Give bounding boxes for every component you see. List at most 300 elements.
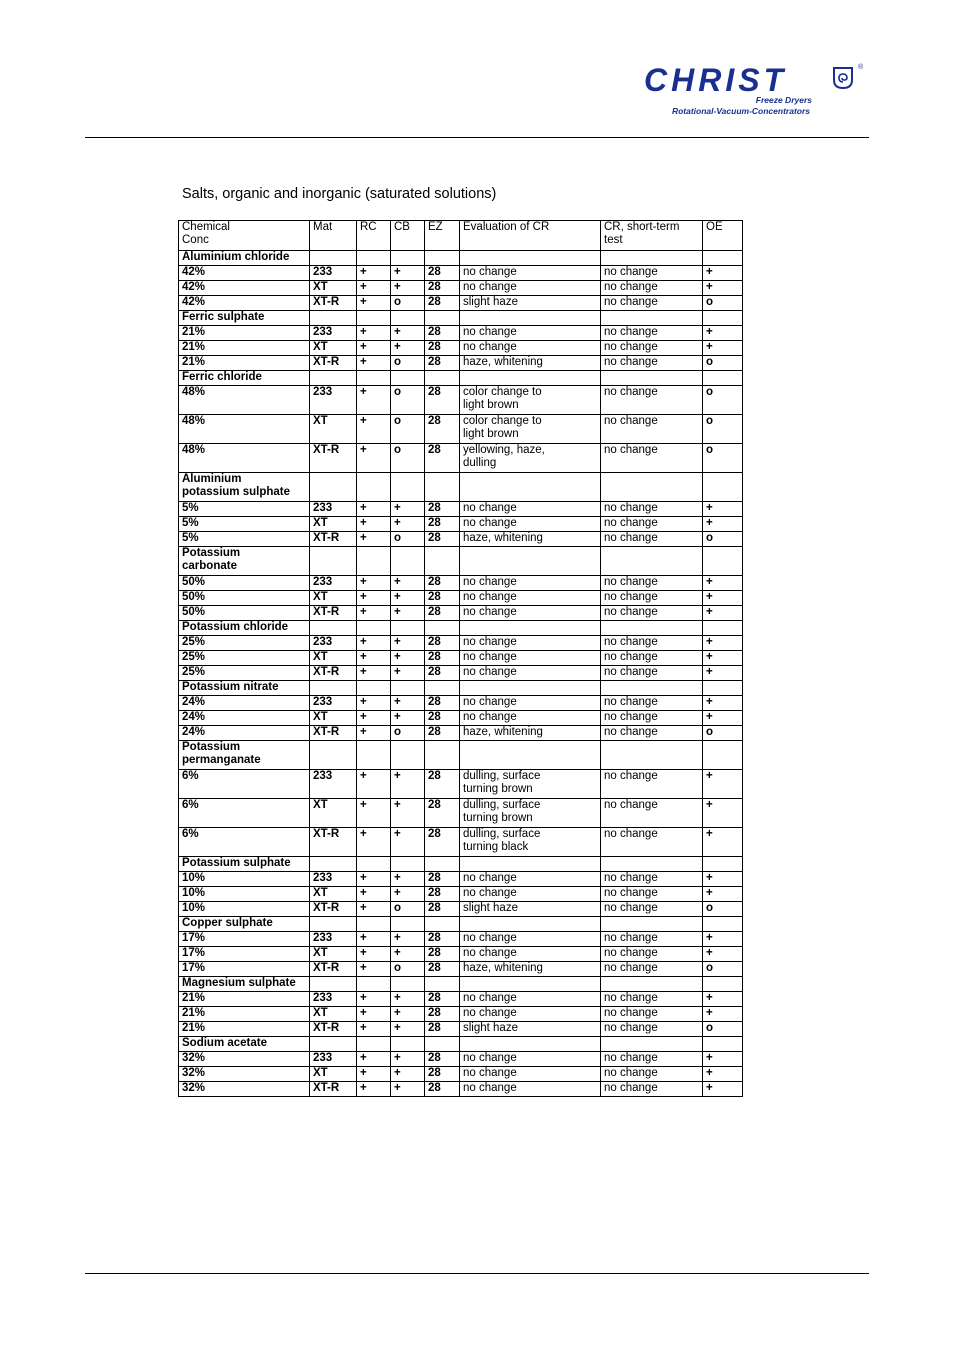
rc-cell: + [357, 281, 391, 296]
empty-cell [460, 857, 601, 872]
ez-cell: 28 [425, 887, 460, 902]
ez-cell: 28 [425, 932, 460, 947]
column-header: Chemical Conc [179, 221, 310, 251]
rc-cell: + [357, 636, 391, 651]
table-row [179, 711, 743, 726]
evaluation-cell: no change [460, 502, 601, 517]
table-row [179, 341, 743, 356]
oe-cell: + [703, 799, 743, 828]
empty-cell [357, 473, 391, 502]
empty-cell [425, 681, 460, 696]
empty-cell [391, 1037, 425, 1052]
evaluation-cell: dulling, surface turning brown [460, 770, 601, 799]
rc-cell: + [357, 517, 391, 532]
material-cell: 233 [310, 932, 357, 947]
table-header-row [179, 221, 743, 251]
table-row [179, 386, 743, 415]
chemical-name: Potassium chloride [179, 621, 310, 636]
material-cell: XT-R [310, 356, 357, 371]
material-cell: 233 [310, 992, 357, 1007]
rc-cell: + [357, 726, 391, 741]
short-term-cell: no change [601, 341, 703, 356]
short-term-cell: no change [601, 266, 703, 281]
oe-cell: + [703, 696, 743, 711]
empty-cell [425, 621, 460, 636]
empty-cell [310, 251, 357, 266]
ez-cell: 28 [425, 341, 460, 356]
concentration-cell: 5% [179, 532, 310, 547]
ez-cell: 28 [425, 770, 460, 799]
group-row [179, 741, 743, 770]
oe-cell: + [703, 517, 743, 532]
short-term-cell: no change [601, 386, 703, 415]
oe-cell: + [703, 1082, 743, 1097]
empty-cell [703, 857, 743, 872]
ez-cell: 28 [425, 591, 460, 606]
cb-cell: + [391, 666, 425, 681]
ez-cell: 28 [425, 415, 460, 444]
short-term-cell: no change [601, 932, 703, 947]
chemical-name: Potassium carbonate [179, 547, 310, 576]
rc-cell: + [357, 356, 391, 371]
table-row [179, 932, 743, 947]
empty-cell [460, 547, 601, 576]
short-term-cell: no change [601, 517, 703, 532]
oe-cell: o [703, 1022, 743, 1037]
empty-cell [601, 311, 703, 326]
table-row [179, 770, 743, 799]
short-term-cell: no change [601, 1067, 703, 1082]
cb-cell: o [391, 386, 425, 415]
cb-cell: o [391, 356, 425, 371]
oe-cell: + [703, 1067, 743, 1082]
rc-cell: + [357, 532, 391, 547]
empty-cell [310, 1037, 357, 1052]
cb-cell: o [391, 962, 425, 977]
rc-cell: + [357, 992, 391, 1007]
table-row [179, 828, 743, 857]
evaluation-cell: haze, whitening [460, 962, 601, 977]
evaluation-cell: no change [460, 696, 601, 711]
column-header: CB [391, 221, 425, 251]
empty-cell [703, 251, 743, 266]
concentration-cell: 5% [179, 502, 310, 517]
evaluation-cell: no change [460, 887, 601, 902]
concentration-cell: 50% [179, 591, 310, 606]
rc-cell: + [357, 266, 391, 281]
oe-cell: + [703, 992, 743, 1007]
evaluation-cell: haze, whitening [460, 726, 601, 741]
short-term-cell: no change [601, 591, 703, 606]
short-term-cell: no change [601, 1052, 703, 1067]
short-term-cell: no change [601, 576, 703, 591]
empty-cell [357, 371, 391, 386]
cb-cell: + [391, 828, 425, 857]
empty-cell [460, 1037, 601, 1052]
empty-cell [460, 473, 601, 502]
ez-cell: 28 [425, 666, 460, 681]
oe-cell: + [703, 887, 743, 902]
ez-cell: 28 [425, 726, 460, 741]
cb-cell: + [391, 696, 425, 711]
ez-cell: 28 [425, 444, 460, 473]
table-row [179, 266, 743, 281]
rc-cell: + [357, 386, 391, 415]
short-term-cell: no change [601, 326, 703, 341]
empty-cell [310, 977, 357, 992]
evaluation-cell: no change [460, 606, 601, 621]
evaluation-cell: color change to light brown [460, 415, 601, 444]
empty-cell [601, 621, 703, 636]
concentration-cell: 21% [179, 356, 310, 371]
concentration-cell: 17% [179, 947, 310, 962]
table-row [179, 415, 743, 444]
empty-cell [703, 621, 743, 636]
evaluation-cell: no change [460, 992, 601, 1007]
evaluation-cell: no change [460, 711, 601, 726]
group-row [179, 311, 743, 326]
empty-cell [703, 977, 743, 992]
rc-cell: + [357, 326, 391, 341]
logo-tagline-freeze-dryers: Freeze Dryers [755, 95, 812, 105]
concentration-cell: 24% [179, 726, 310, 741]
concentration-cell: 21% [179, 992, 310, 1007]
chemical-name: Sodium acetate [179, 1037, 310, 1052]
empty-cell [460, 311, 601, 326]
short-term-cell: no change [601, 887, 703, 902]
evaluation-cell: no change [460, 1067, 601, 1082]
empty-cell [601, 1037, 703, 1052]
empty-cell [357, 681, 391, 696]
ez-cell: 28 [425, 799, 460, 828]
oe-cell: + [703, 711, 743, 726]
rc-cell: + [357, 696, 391, 711]
material-cell: 233 [310, 326, 357, 341]
logo-tagline-concentrators: Rotational-Vacuum-Concentrators [671, 106, 810, 116]
short-term-cell: no change [601, 696, 703, 711]
group-row [179, 857, 743, 872]
empty-cell [460, 681, 601, 696]
empty-cell [425, 917, 460, 932]
table-row [179, 992, 743, 1007]
ez-cell: 28 [425, 962, 460, 977]
table-row [179, 356, 743, 371]
empty-cell [601, 547, 703, 576]
concentration-cell: 24% [179, 696, 310, 711]
group-row [179, 251, 743, 266]
short-term-cell: no change [601, 636, 703, 651]
table-row [179, 1022, 743, 1037]
cb-cell: + [391, 606, 425, 621]
empty-cell [357, 547, 391, 576]
ez-cell: 28 [425, 266, 460, 281]
rc-cell: + [357, 887, 391, 902]
oe-cell: + [703, 576, 743, 591]
chemical-name: Copper sulphate [179, 917, 310, 932]
material-cell: XT-R [310, 962, 357, 977]
oe-cell: + [703, 932, 743, 947]
material-cell: XT-R [310, 444, 357, 473]
evaluation-cell: no change [460, 341, 601, 356]
material-cell: XT-R [310, 828, 357, 857]
column-header: EZ [425, 221, 460, 251]
empty-cell [391, 473, 425, 502]
empty-cell [425, 1037, 460, 1052]
empty-cell [310, 371, 357, 386]
concentration-cell: 42% [179, 296, 310, 311]
oe-cell: + [703, 872, 743, 887]
material-cell: 233 [310, 696, 357, 711]
table-row [179, 666, 743, 681]
cb-cell: + [391, 1022, 425, 1037]
table-row [179, 799, 743, 828]
material-cell: XT-R [310, 1022, 357, 1037]
table-row [179, 636, 743, 651]
empty-cell [460, 371, 601, 386]
empty-cell [357, 1037, 391, 1052]
short-term-cell: no change [601, 902, 703, 917]
material-cell: 233 [310, 386, 357, 415]
material-cell: XT [310, 947, 357, 962]
spiral-logo-icon [831, 66, 855, 90]
oe-cell: + [703, 651, 743, 666]
cb-cell: + [391, 591, 425, 606]
chemical-resistance-table [178, 220, 743, 1097]
ez-cell: 28 [425, 1022, 460, 1037]
chemical-name: Magnesium sulphate [179, 977, 310, 992]
concentration-cell: 42% [179, 281, 310, 296]
ez-cell: 28 [425, 281, 460, 296]
empty-cell [310, 917, 357, 932]
group-row [179, 681, 743, 696]
oe-cell: + [703, 341, 743, 356]
table-row [179, 576, 743, 591]
material-cell: XT [310, 1007, 357, 1022]
short-term-cell: no change [601, 532, 703, 547]
table-row [179, 726, 743, 741]
material-cell: XT-R [310, 1082, 357, 1097]
empty-cell [391, 547, 425, 576]
short-term-cell: no change [601, 415, 703, 444]
cb-cell: o [391, 726, 425, 741]
ez-cell: 28 [425, 711, 460, 726]
oe-cell: + [703, 266, 743, 281]
short-term-cell: no change [601, 651, 703, 666]
oe-cell: o [703, 726, 743, 741]
rc-cell: + [357, 902, 391, 917]
empty-cell [357, 977, 391, 992]
evaluation-cell: no change [460, 1052, 601, 1067]
oe-cell: + [703, 591, 743, 606]
cb-cell: + [391, 770, 425, 799]
empty-cell [703, 741, 743, 770]
concentration-cell: 25% [179, 636, 310, 651]
empty-cell [310, 547, 357, 576]
material-cell: XT [310, 1067, 357, 1082]
evaluation-cell: no change [460, 636, 601, 651]
table-row [179, 532, 743, 547]
cb-cell: o [391, 444, 425, 473]
material-cell: 233 [310, 576, 357, 591]
cb-cell: + [391, 341, 425, 356]
empty-cell [601, 681, 703, 696]
short-term-cell: no change [601, 828, 703, 857]
material-cell: XT [310, 591, 357, 606]
group-row [179, 977, 743, 992]
cb-cell: o [391, 532, 425, 547]
material-cell: XT [310, 415, 357, 444]
empty-cell [425, 473, 460, 502]
cb-cell: + [391, 872, 425, 887]
empty-cell [460, 741, 601, 770]
material-cell: XT-R [310, 902, 357, 917]
oe-cell: + [703, 947, 743, 962]
table-row [179, 591, 743, 606]
concentration-cell: 48% [179, 444, 310, 473]
evaluation-cell: haze, whitening [460, 356, 601, 371]
empty-cell [310, 681, 357, 696]
evaluation-cell: slight haze [460, 296, 601, 311]
rc-cell: + [357, 799, 391, 828]
table-row [179, 1082, 743, 1097]
ez-cell: 28 [425, 636, 460, 651]
rc-cell: + [357, 296, 391, 311]
cb-cell: + [391, 1052, 425, 1067]
ez-cell: 28 [425, 1067, 460, 1082]
empty-cell [357, 917, 391, 932]
concentration-cell: 42% [179, 266, 310, 281]
oe-cell: o [703, 962, 743, 977]
group-row [179, 621, 743, 636]
concentration-cell: 32% [179, 1082, 310, 1097]
empty-cell [425, 371, 460, 386]
ez-cell: 28 [425, 1007, 460, 1022]
short-term-cell: no change [601, 726, 703, 741]
material-cell: XT-R [310, 726, 357, 741]
evaluation-cell: no change [460, 872, 601, 887]
table-row [179, 651, 743, 666]
evaluation-cell: dulling, surface turning brown [460, 799, 601, 828]
evaluation-cell: no change [460, 517, 601, 532]
ez-cell: 28 [425, 576, 460, 591]
evaluation-cell: no change [460, 666, 601, 681]
cb-cell: + [391, 992, 425, 1007]
group-row [179, 1037, 743, 1052]
concentration-cell: 21% [179, 326, 310, 341]
oe-cell: o [703, 296, 743, 311]
cb-cell: + [391, 636, 425, 651]
concentration-cell: 48% [179, 386, 310, 415]
cb-cell: + [391, 517, 425, 532]
empty-cell [425, 547, 460, 576]
material-cell: XT [310, 281, 357, 296]
empty-cell [391, 681, 425, 696]
group-row [179, 547, 743, 576]
empty-cell [460, 251, 601, 266]
concentration-cell: 24% [179, 711, 310, 726]
material-cell: XT-R [310, 296, 357, 311]
empty-cell [357, 741, 391, 770]
short-term-cell: no change [601, 606, 703, 621]
evaluation-cell: no change [460, 266, 601, 281]
ez-cell: 28 [425, 326, 460, 341]
concentration-cell: 10% [179, 872, 310, 887]
table-row [179, 502, 743, 517]
registered-mark: ® [858, 64, 864, 71]
oe-cell: + [703, 770, 743, 799]
material-cell: XT [310, 517, 357, 532]
rc-cell: + [357, 502, 391, 517]
concentration-cell: 10% [179, 902, 310, 917]
group-row [179, 917, 743, 932]
evaluation-cell: slight haze [460, 902, 601, 917]
evaluation-cell: no change [460, 947, 601, 962]
rc-cell: + [357, 1022, 391, 1037]
column-header: CR, short-term test [601, 221, 703, 251]
rc-cell: + [357, 962, 391, 977]
column-header: OE [703, 221, 743, 251]
evaluation-cell: dulling, surface turning black [460, 828, 601, 857]
empty-cell [703, 311, 743, 326]
rc-cell: + [357, 932, 391, 947]
concentration-cell: 21% [179, 1007, 310, 1022]
oe-cell: + [703, 606, 743, 621]
rc-cell: + [357, 711, 391, 726]
concentration-cell: 5% [179, 517, 310, 532]
column-header: RC [357, 221, 391, 251]
cb-cell: + [391, 887, 425, 902]
rc-cell: + [357, 1052, 391, 1067]
cb-cell: o [391, 902, 425, 917]
table-row [179, 696, 743, 711]
chemical-name: Potassium permanganate [179, 741, 310, 770]
rc-cell: + [357, 1067, 391, 1082]
short-term-cell: no change [601, 962, 703, 977]
oe-cell: o [703, 902, 743, 917]
ez-cell: 28 [425, 828, 460, 857]
ez-cell: 28 [425, 872, 460, 887]
concentration-cell: 25% [179, 651, 310, 666]
empty-cell [310, 857, 357, 872]
empty-cell [425, 311, 460, 326]
group-row [179, 473, 743, 502]
rc-cell: + [357, 947, 391, 962]
ez-cell: 28 [425, 532, 460, 547]
cb-cell: o [391, 296, 425, 311]
empty-cell [391, 741, 425, 770]
ez-cell: 28 [425, 1052, 460, 1067]
short-term-cell: no change [601, 666, 703, 681]
short-term-cell: no change [601, 711, 703, 726]
evaluation-cell: color change to light brown [460, 386, 601, 415]
header-divider [85, 137, 869, 138]
ez-cell: 28 [425, 1082, 460, 1097]
empty-cell [703, 1037, 743, 1052]
short-term-cell: no change [601, 872, 703, 887]
oe-cell: + [703, 666, 743, 681]
table-row [179, 444, 743, 473]
ez-cell: 28 [425, 992, 460, 1007]
concentration-cell: 17% [179, 932, 310, 947]
concentration-cell: 48% [179, 415, 310, 444]
cb-cell: + [391, 502, 425, 517]
rc-cell: + [357, 770, 391, 799]
material-cell: XT-R [310, 606, 357, 621]
short-term-cell: no change [601, 296, 703, 311]
evaluation-cell: slight haze [460, 1022, 601, 1037]
material-cell: XT [310, 887, 357, 902]
short-term-cell: no change [601, 770, 703, 799]
